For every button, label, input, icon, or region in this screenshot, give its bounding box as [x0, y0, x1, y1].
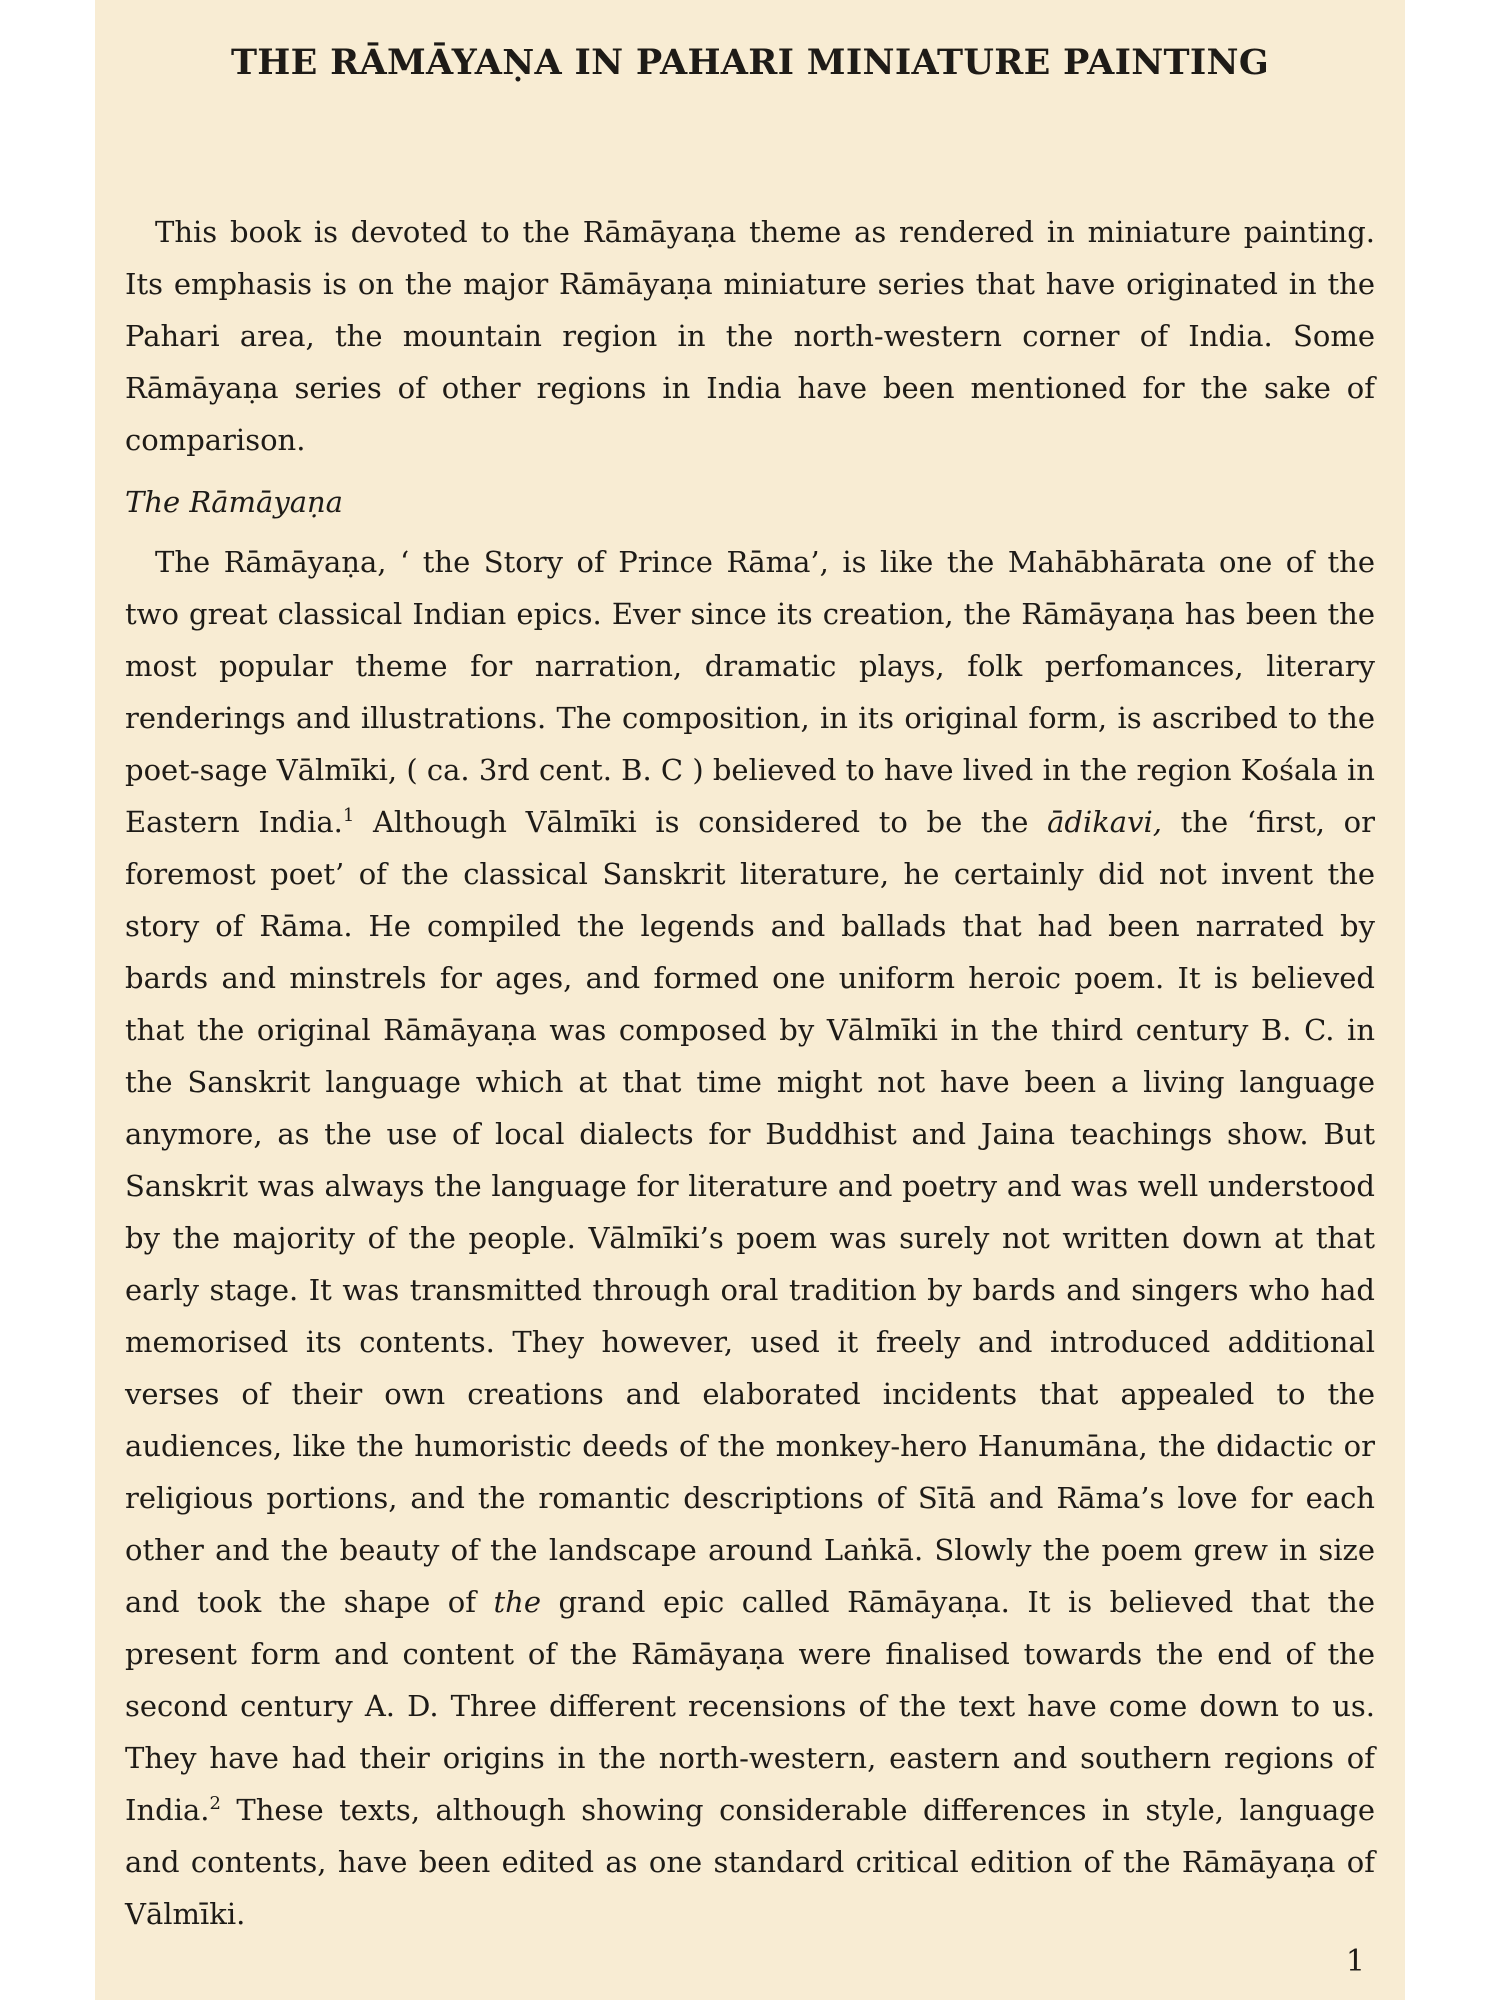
italic-term: ādikavi, — [1047, 805, 1162, 839]
page-title: THE RĀMĀYAṆA IN PAHARI MINIATURE PAINTING — [230, 42, 1270, 83]
paragraph-text: The Rāmāyaṇa, ‘ the Story of Prince Rāma’, is like the Mahābhārata one of the two great classical Indian epics. Ever since its creation, the Rāmāyaṇa has been the most popular theme for narration, dramatic plays, folk perfomances, literary renderings and illustrations. The composition, in its original form, is ascribed to the poet-sage Vālmīki, ( ca. 3rd cent. B. C ) believed to have lived in the region Kośala in Eastern India. — [125, 545, 1375, 839]
book-page — [95, 0, 1405, 2000]
page-number: 1 — [1345, 1944, 1365, 1979]
section-heading: The Rāmāyaṇa — [125, 485, 343, 519]
intro-paragraph: This book is devoted to the Rāmāyaṇa theme as rendered in miniature painting. Its emphasis is on the major Rāmāyaṇa miniature series that have originated in the Pahari area, the mountain region in the north-western corner of India. Some Rāmāyaṇa series of other regions in India have been mentioned for the sake of comparison. — [125, 215, 1375, 457]
paragraph-text: These texts, although showing considerable differences in style, language and contents, have been edited as one standard critical edition of the Rāmāyaṇa of Vālmīki. — [125, 1793, 1375, 1931]
footnote-marker: 1 — [342, 805, 355, 826]
paragraph-text: the ‘first, or foremost poet’ of the classical Sanskrit literature, he certainly did not invent the story of Rāma. He compiled the legends and ballads that had been narrated by bards and minstrels for ages, and formed one uniform heroic poem. It is believed that the original Rāmāyaṇa was composed by Vālmīki in the third century B. C. in the Sanskrit language which at that time might not have been a living language anymore, as the use of local dialects for Buddhist and Jaina teachings show. But Sanskrit was always the language for literature and poetry and was well understood by the majority of the people. Vālmīki’s poem was surely not written down at that early stage. It was transmitted through oral tradition by bards and singers who had memorised its contents. They however, used it freely and introduced additional verses of their own creations and elaborated incidents that appealed to the audiences, like the humoristic deeds of the monkey-hero Hanumāna, the didactic or religious portions, and the romantic descriptions of Sītā and Rāma’s love for each other and the beauty of the landscape around Laṅkā. Slowly the poem grew in size and took the shape of — [125, 805, 1375, 1619]
paragraph-text: grand epic called Rāmāyaṇa. It is believed that the present form and content of the Rāmāyaṇa were finalised towards the end of the second century A. D. Three different recensions of the text have come down to us. They have had their origins in the north-western, eastern and southern regions of India. — [125, 1585, 1376, 1827]
page-body — [125, 206, 1375, 1940]
footnote-marker: 2 — [209, 1793, 221, 1814]
paragraph-text: Although Vālmīki is considered to be the — [354, 805, 1048, 839]
body-paragraph — [125, 536, 1375, 1940]
italic-word: the — [493, 1585, 542, 1619]
